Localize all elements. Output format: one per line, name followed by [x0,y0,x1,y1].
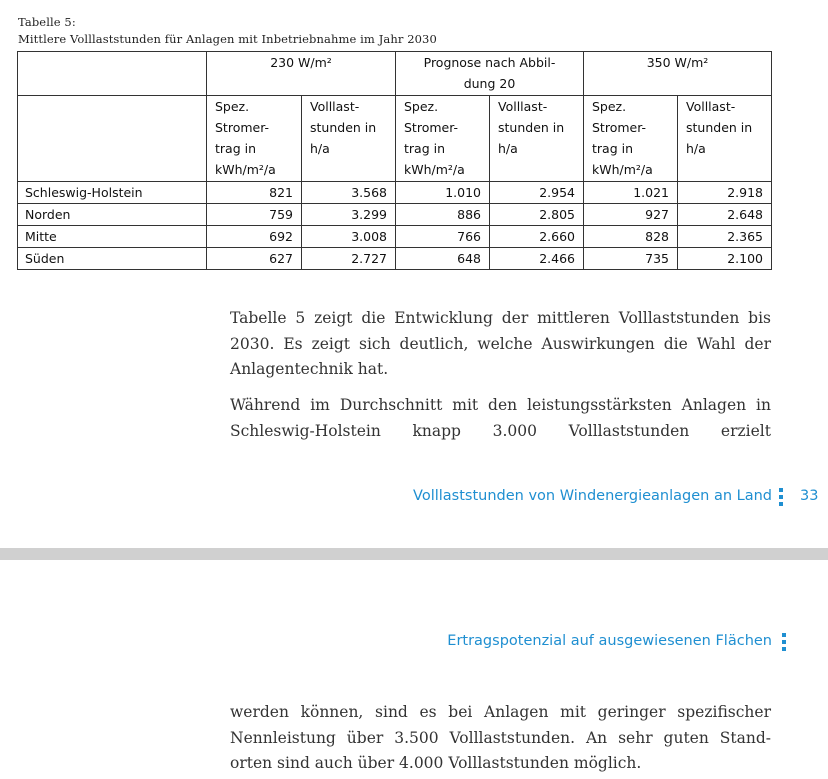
row-region: Norden [18,204,207,226]
group-header-350 [584,52,772,96]
group-header-350-label: 350 W/m² [646,55,709,70]
sub-header-cell: Spez. Stromer- trag in kWh/m²/a [207,96,302,182]
sub-header-cell: Volllast- stunden in h/a [490,96,584,182]
body-paragraph-1: Tabelle 5 zeigt die Entwicklung der mittleren Volllaststunden bis 2030. Es zeigt sich deutlich, welche Auswirkungen die Wahl der Anlagentechnik hat. [230,309,771,378]
table-row [18,248,772,270]
header-running-title: Ertragspotenzial auf ausgewiesenen Flächen [447,633,772,649]
table-sub-header-row [18,96,772,182]
table-cell: 2.660 [490,226,584,248]
table-cell: 2.805 [490,204,584,226]
row-region: Mitte [18,226,207,248]
table-cell: 627 [207,248,302,270]
table-caption [18,14,437,48]
table-cell: 1.021 [584,182,678,204]
table-sub-corner-cell [18,96,207,182]
table-cell: 2.954 [490,182,584,204]
data-table [17,51,772,270]
table-cell: 692 [207,226,302,248]
table-cell: 927 [584,204,678,226]
table-caption-label: Tabelle 5: [18,15,76,29]
table-cell: 2.727 [302,248,396,270]
table-cell: 735 [584,248,678,270]
table-cell: 759 [207,204,302,226]
table-row [18,182,772,204]
row-region: Süden [18,248,207,270]
table-cell: 2.648 [678,204,772,226]
footer-running-title: Volllaststunden von Windenergieanlagen an Land [413,488,772,504]
table-cell: 648 [396,248,490,270]
table-cell: 2.918 [678,182,772,204]
table-cell: 3.008 [302,226,396,248]
table-group-header-row [18,52,772,96]
group-header-prognose-label: Prognose nach Abbil- dung 20 [423,55,556,91]
row-region: Schleswig-Holstein [18,182,207,204]
table-cell: 1.010 [396,182,490,204]
table-cell: 766 [396,226,490,248]
page-separator [0,548,828,560]
sub-header-cell: Volllast- stunden in h/a [678,96,772,182]
group-header-230 [207,52,396,96]
sub-header-cell: Spez. Stromer- trag in kWh/m²/a [584,96,678,182]
group-header-230-label: 230 W/m² [270,55,332,70]
group-header-prognose [396,52,584,96]
table-row [18,226,772,248]
table-cell: 886 [396,204,490,226]
sub-header-cell: Spez. Stromer- trag in kWh/m²/a [396,96,490,182]
table-cell: 3.299 [302,204,396,226]
table-cell: 3.568 [302,182,396,204]
table-row [18,204,772,226]
table-cell: 2.365 [678,226,772,248]
table-cell: 2.100 [678,248,772,270]
table-cell: 828 [584,226,678,248]
page-number: 33 [800,488,819,504]
table-caption-title: Mittlere Volllaststunden für Anlagen mit Inbetriebnahme im Jahr 2030 [18,32,437,46]
table-cell: 821 [207,182,302,204]
sub-header-cell: Volllast- stunden in h/a [302,96,396,182]
table-cell: 2.466 [490,248,584,270]
table-corner-cell [18,52,207,96]
footer-dots-icon [779,488,783,506]
body-paragraph-2: Während im Durchschnitt mit den leistungsstärksten Anlagen in Schleswig-Holstein knapp 3.000 Volllaststunden erzielt [230,396,771,440]
header-dots-icon [782,633,786,651]
body-paragraph-3: werden können, sind es bei Anlagen mit geringer spezifischer Nennleistung über 3.500 Volllaststunden. An sehr guten Stand-orten sind auch über 4.000 Volllaststunden möglich. [230,703,771,772]
